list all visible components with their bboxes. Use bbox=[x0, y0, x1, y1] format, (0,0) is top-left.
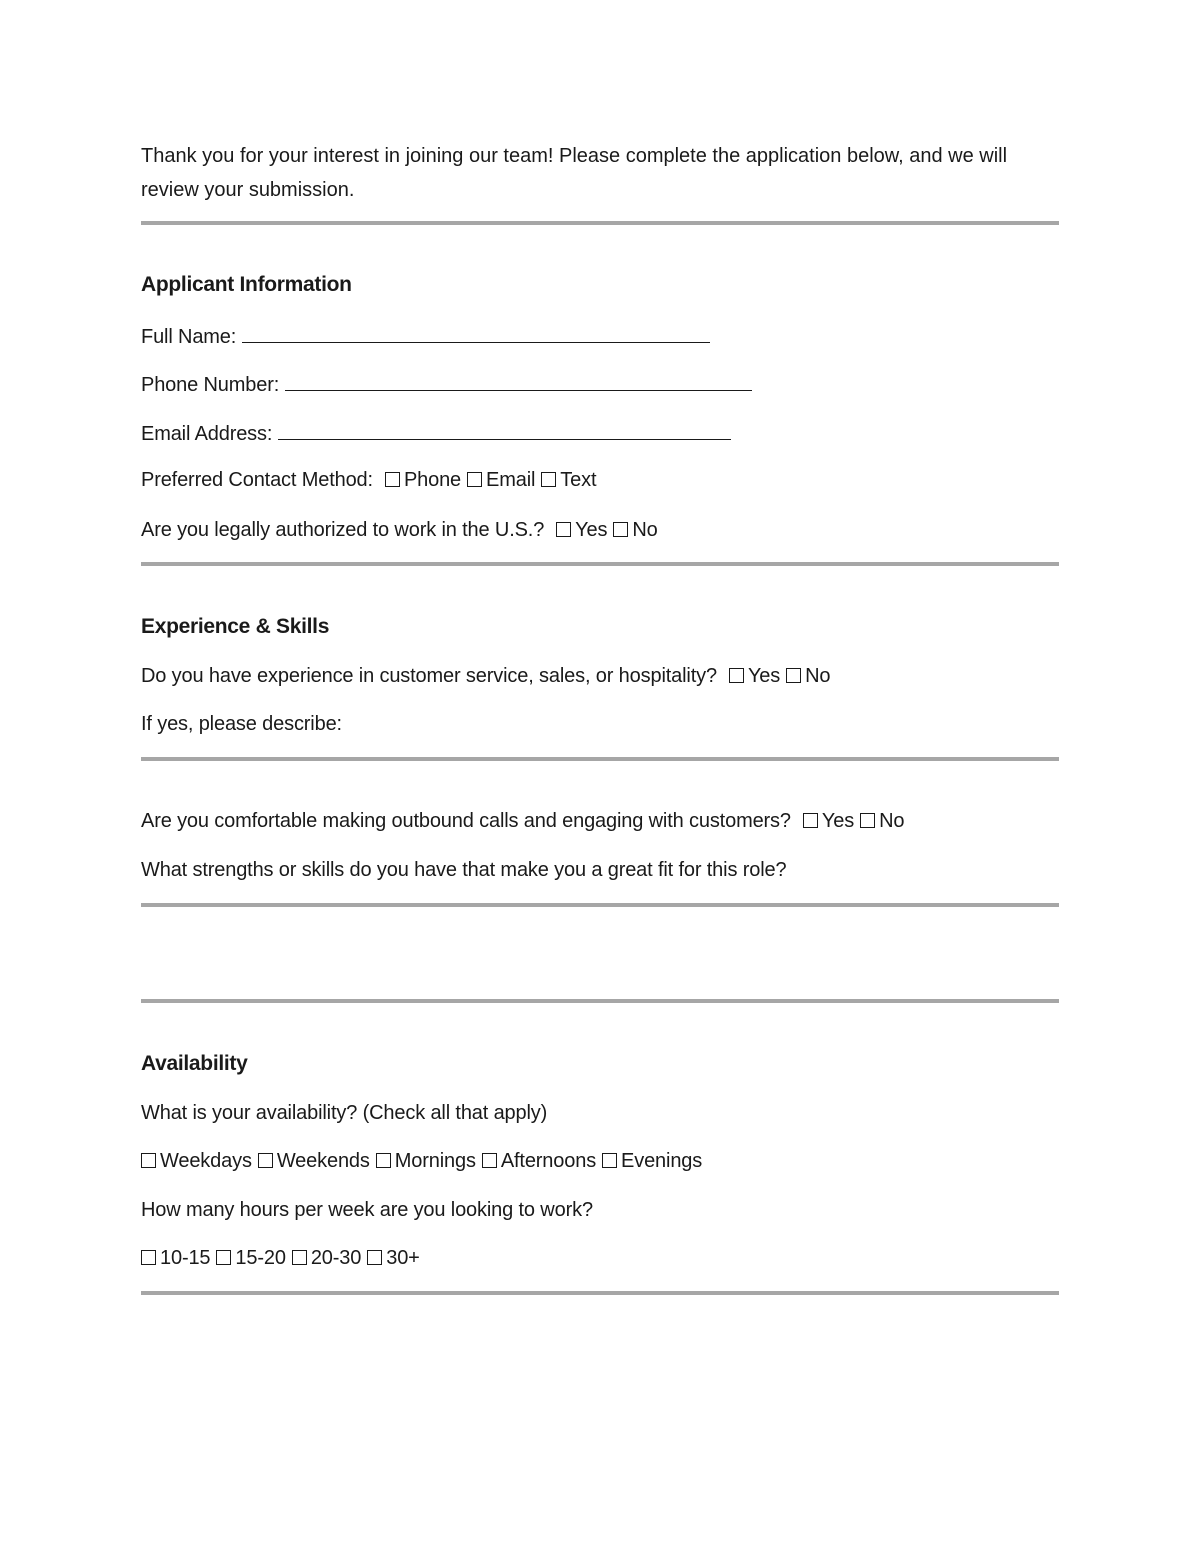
checkbox[interactable] bbox=[367, 1250, 382, 1265]
divider bbox=[141, 1291, 1059, 1295]
intro-text: Thank you for your interest in joining our team! Please complete the application below, and we will review your submission. bbox=[141, 145, 1008, 201]
service-experience-label: Do you have experience in customer service, sales, or hospitality? bbox=[141, 665, 717, 687]
availability-options-row bbox=[141, 1149, 702, 1173]
checkbox[interactable] bbox=[786, 668, 801, 683]
contact-method-row bbox=[141, 468, 596, 492]
phone-field[interactable] bbox=[285, 371, 752, 391]
email-row bbox=[141, 420, 731, 446]
contact-method-label: Preferred Contact Method: bbox=[141, 469, 373, 491]
service-option-yes[interactable]: Yes bbox=[729, 664, 780, 688]
contact-option-email[interactable]: Email bbox=[467, 468, 535, 492]
divider bbox=[141, 562, 1059, 566]
hours-options-row bbox=[141, 1246, 420, 1270]
availability-option-mornings[interactable]: Mornings bbox=[376, 1149, 476, 1173]
email-field[interactable] bbox=[278, 420, 731, 440]
divider bbox=[141, 221, 1059, 225]
calls-option-no[interactable]: No bbox=[860, 809, 904, 833]
strengths-answer-line[interactable] bbox=[141, 903, 1059, 907]
availability-option-weekends[interactable]: Weekends bbox=[258, 1149, 370, 1173]
checkbox[interactable] bbox=[482, 1153, 497, 1168]
phone-label: Phone Number: bbox=[141, 374, 280, 396]
full-name-row bbox=[141, 323, 710, 349]
describe-answer-line[interactable] bbox=[141, 757, 1059, 761]
availability-option-afternoons[interactable]: Afternoons bbox=[482, 1149, 596, 1173]
hours-option-20-30[interactable]: 20-30 bbox=[292, 1246, 361, 1270]
checkbox[interactable] bbox=[258, 1153, 273, 1168]
hours-option-15-20[interactable]: 15-20 bbox=[216, 1246, 285, 1270]
checkbox[interactable] bbox=[602, 1153, 617, 1168]
section-heading-experience: Experience & Skills bbox=[141, 615, 330, 638]
hours-option-10-15[interactable]: 10-15 bbox=[141, 1246, 210, 1270]
contact-option-text[interactable]: Text bbox=[541, 468, 596, 492]
authorized-option-yes[interactable]: Yes bbox=[556, 518, 607, 542]
checkbox[interactable] bbox=[292, 1250, 307, 1265]
availability-option-evenings[interactable]: Evenings bbox=[602, 1149, 702, 1173]
service-option-no[interactable]: No bbox=[786, 664, 830, 688]
hours-label: How many hours per week are you looking to work? bbox=[141, 1199, 593, 1221]
checkbox[interactable] bbox=[376, 1153, 391, 1168]
full-name-field[interactable] bbox=[242, 323, 710, 343]
contact-option-phone[interactable]: Phone bbox=[385, 468, 461, 492]
strengths-answer-line[interactable] bbox=[141, 999, 1059, 1003]
service-experience-row bbox=[141, 664, 830, 688]
hours-option-30-plus[interactable]: 30+ bbox=[367, 1246, 419, 1270]
authorized-row bbox=[141, 518, 658, 542]
checkbox[interactable] bbox=[467, 472, 482, 487]
checkbox[interactable] bbox=[541, 472, 556, 487]
availability-label: What is your availability? (Check all that apply) bbox=[141, 1102, 548, 1124]
full-name-label: Full Name: bbox=[141, 326, 237, 348]
checkbox[interactable] bbox=[729, 668, 744, 683]
checkbox[interactable] bbox=[613, 522, 628, 537]
checkbox[interactable] bbox=[216, 1250, 231, 1265]
checkbox[interactable] bbox=[141, 1250, 156, 1265]
outbound-calls-label: Are you comfortable making outbound calls and engaging with customers? bbox=[141, 810, 791, 832]
authorized-label: Are you legally authorized to work in the U.S.? bbox=[141, 519, 545, 541]
checkbox[interactable] bbox=[860, 813, 875, 828]
outbound-calls-row bbox=[141, 809, 904, 833]
checkbox[interactable] bbox=[141, 1153, 156, 1168]
strengths-label: What strengths or skills do you have that make you a great fit for this role? bbox=[141, 859, 787, 881]
availability-option-weekdays[interactable]: Weekdays bbox=[141, 1149, 252, 1173]
authorized-option-no[interactable]: No bbox=[613, 518, 657, 542]
checkbox[interactable] bbox=[556, 522, 571, 537]
phone-row bbox=[141, 371, 752, 397]
describe-label: If yes, please describe: bbox=[141, 713, 342, 735]
calls-option-yes[interactable]: Yes bbox=[803, 809, 854, 833]
checkbox[interactable] bbox=[385, 472, 400, 487]
section-heading-availability: Availability bbox=[141, 1052, 248, 1075]
checkbox[interactable] bbox=[803, 813, 818, 828]
section-heading-applicant: Applicant Information bbox=[141, 273, 352, 296]
email-label: Email Address: bbox=[141, 423, 273, 445]
